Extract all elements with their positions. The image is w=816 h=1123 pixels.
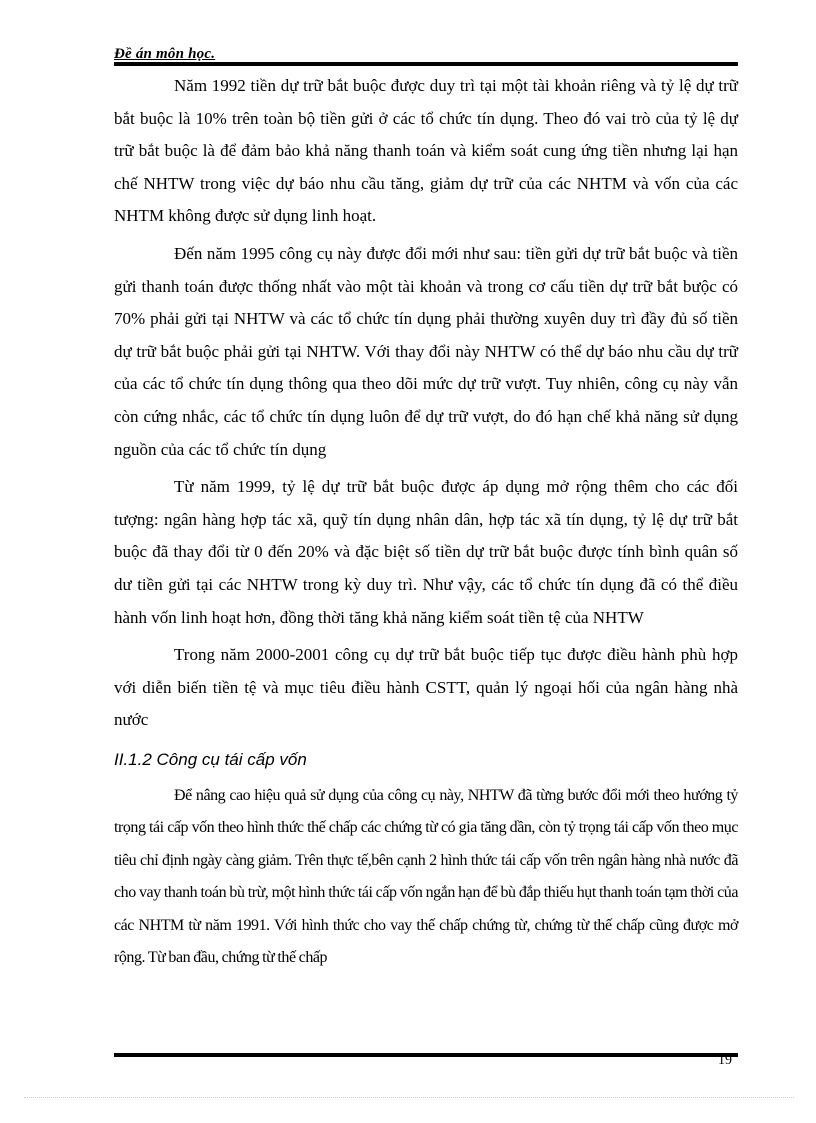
paragraph-reserve-1995: Đến năm 1995 công cụ này được đổi mới như sau: tiền gửi dự trữ bắt buộc và tiền gửi thanh toán được thống nhất vào một tài khoản và trong cơ cấu tiền dự trữ bắt bưộc có 70% phải gửi tại NHTW và các tổ chức tín dụng phải thường xuyên duy trì đầy đủ số tiền dự trữ bắt buộc phải gửi tại NHTW. Với thay đổi này NHTW có thể dự báo nhu cầu dự trữ của các tổ chức tín dụng thông qua theo dõi mức dự trữ vượt. Tuy nhiên, công cụ này vẫn còn cứng nhắc, các tổ chức tín dụng luôn để dự trữ vượt, do đó hạn chế khả năng sử dụng nguồn của các tổ chức tín dụng [114, 243, 738, 459]
paragraph-reserve-1999: Từ năm 1999, tỷ lệ dự trữ bắt buộc được áp dụng mở rộng thêm cho các đối tượng: ngân hàng hợp tác xã, quỹ tín dụng nhân dân, hợp tác xã tín dụng, tỷ lệ dự trữ bắt buộc đã thay đổi từ 0 đến 20% và đặc biệt số tiền dự trữ bắt buộc được tính bình quân số dư tiền gửi tại các NHTW trong kỳ duy trì. Như vậy, các tổ chức tín dụng đã có thể điều hành vốn linh hoạt hơn, đồng thời tăng khả năng kiểm soát tiền tệ của NHTW [114, 477, 738, 627]
paragraph-refinance: Để nâng cao hiệu quả sử dụng của công cụ này, NHTW đã từng bước đổi mới theo hướng tỷ trọng tái cấp vốn theo hình thức thế chấp các chứng từ có gia tăng dần, còn tỷ trọng tái cấp vốn theo mục tiêu chỉ định ngày càng giảm. Trên thực tế,bên cạnh 2 hình thức tái cấp vốn trên ngân hàng nhà nước đã cho vay thanh toán bù trừ, một hình thức tái cấp vốn ngắn hạn để bù đắp thiếu hụt thanh toán tạm thời của các NHTM từ năm 1991. Với hình thức cho vay thế chấp chứng từ, chứng từ thế chấp cũng được mở rộng. Từ ban đầu, chứng từ thế chấp [114, 786, 738, 966]
paragraph-reserve-2000-2001: Trong năm 2000-2001 công cụ dự trữ bắt buộc tiếp tục được điều hành phù hợp với diễn biến tiền tệ và mục tiêu điều hành CSTT, quản lý ngoại hối của ngân hàng nhà nước [114, 645, 738, 730]
body-text [114, 70, 738, 974]
header-rule [114, 62, 738, 66]
paragraph-reserve-1992: Năm 1992 tiền dự trữ bắt buộc được duy trì tại một tài khoản riêng và tỷ lệ dự trữ bắt buộc là 10% trên toàn bộ tiền gửi ở các tổ chức tín dụng. Theo đó vai trò của tỷ lệ dự trữ bắt buộc là để đảm bảo khả năng thanh toán và kiểm soát cung ứng tiền nhưng lại hạn chế NHTW trong việc dự báo nhu cầu tăng, giảm dự trữ của các NHTM và vốn của các NHTM không được sử dụng linh hoạt. [114, 76, 738, 226]
page-bottom-edge [24, 1097, 794, 1098]
section-heading-refinance: II.1.2 Công cụ tái cấp vốn [114, 749, 307, 769]
header-title: Đề án môn học. [114, 46, 216, 62]
page-number: 19 [718, 1053, 732, 1068]
footer-rule [114, 1053, 738, 1057]
